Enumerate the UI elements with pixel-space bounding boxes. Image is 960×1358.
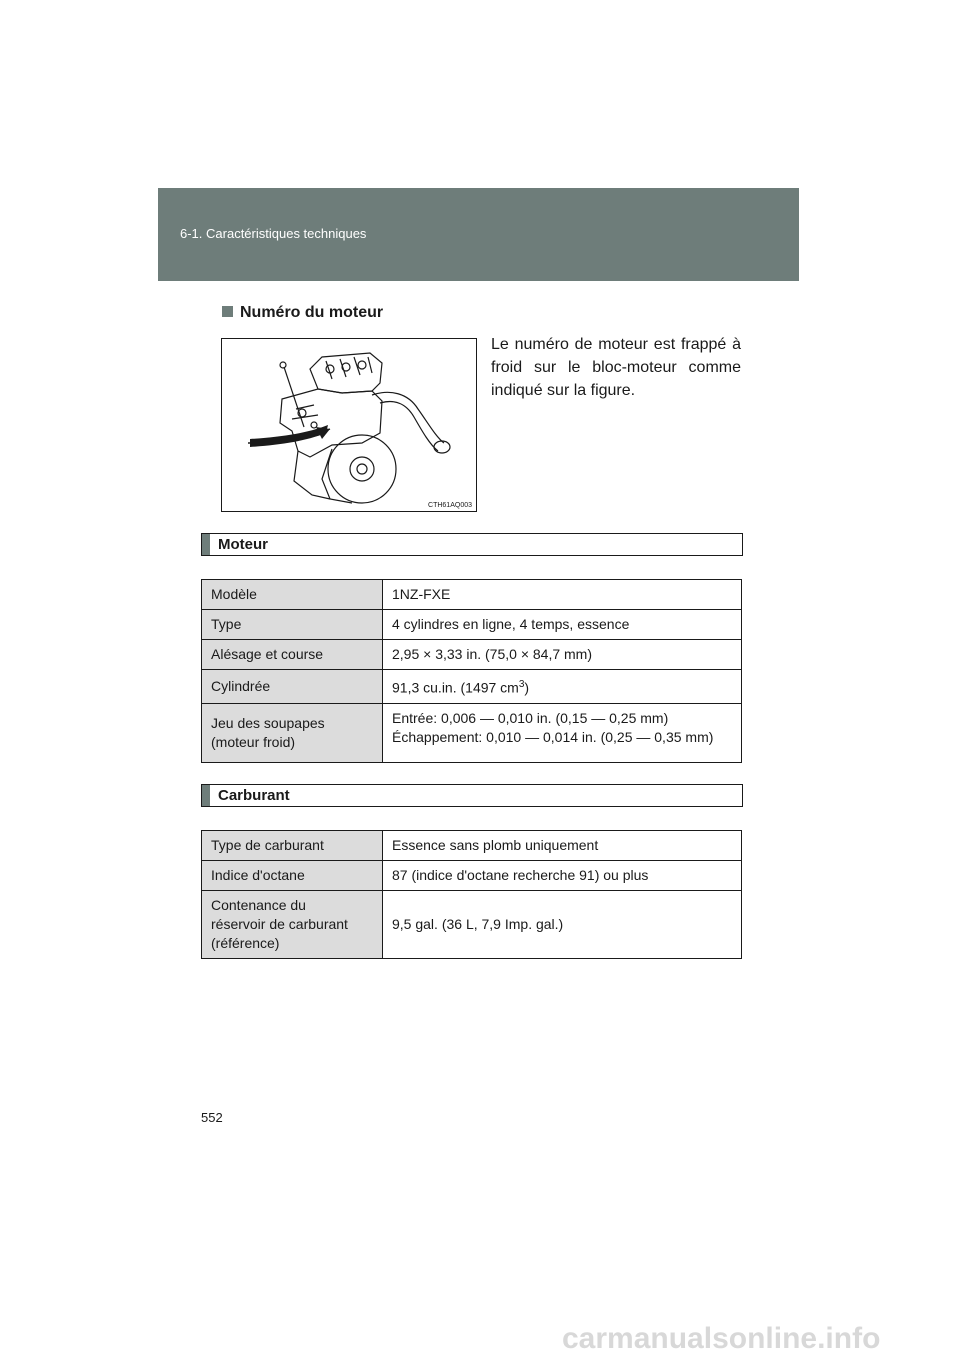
- spec-value: 9,5 gal. (36 L, 7,9 Imp. gal.): [383, 891, 742, 959]
- spec-label-line: (référence): [211, 935, 280, 951]
- spec-label: [202, 703, 383, 762]
- carburant-spec-table: [201, 830, 742, 959]
- spec-label: Type: [202, 610, 383, 640]
- table-row: [202, 640, 742, 670]
- engine-number-heading-text: Numéro du moteur: [240, 304, 384, 321]
- figure-code: CTH61AQ003: [428, 502, 472, 509]
- engine-number-heading: [222, 304, 383, 322]
- moteur-title: Moteur: [218, 536, 268, 553]
- displacement-value: 91,3 cu.in. (1497 cm: [392, 679, 519, 696]
- spec-label: Modèle: [202, 580, 383, 610]
- watermark: carmanualsonline.info: [562, 1322, 881, 1355]
- engine-number-description: Le numéro de moteur est frappé à froid sur le bloc-moteur comme indiqué sur la figure.: [491, 336, 741, 399]
- spec-label: Type de carburant: [202, 831, 383, 861]
- spec-label: Indice d'octane: [202, 861, 383, 891]
- spec-label-line: Jeu des soupapes: [211, 714, 325, 731]
- spec-label: [202, 891, 383, 959]
- spec-label: Alésage et course: [202, 640, 383, 670]
- table-row: [202, 861, 742, 891]
- spec-value: [383, 670, 742, 704]
- table-row: [202, 891, 742, 959]
- displacement-close: ): [524, 679, 530, 696]
- spec-label: Cylindrée: [202, 670, 383, 704]
- spec-value-line: Échappement: 0,010 — 0,014 in. (0,25 — 0,35 mm): [392, 728, 714, 745]
- section-stripe: [202, 785, 210, 806]
- table-row: [202, 580, 742, 610]
- spec-label-line: (moteur froid): [211, 733, 296, 750]
- carburant-section-header: [201, 784, 743, 807]
- section-title: 6-1. Caractéristiques techniques: [180, 226, 367, 241]
- spec-value: 2,95 × 3,33 in. (75,0 × 84,7 mm): [383, 640, 742, 670]
- spec-label-line: Contenance du: [211, 897, 306, 913]
- moteur-spec-table: [201, 579, 742, 763]
- spec-value: 1NZ-FXE: [383, 580, 742, 610]
- carburant-title: Carburant: [218, 787, 290, 804]
- spec-value-line: Entrée: 0,006 — 0,010 in. (0,15 — 0,25 mm): [392, 709, 669, 726]
- superscript-3: 3: [518, 679, 525, 690]
- spec-value: 4 cylindres en ligne, 4 temps, essence: [383, 610, 742, 640]
- section-stripe: [202, 534, 210, 555]
- table-row: [202, 670, 742, 704]
- engine-illustration: [222, 339, 476, 511]
- engine-figure: [221, 338, 477, 512]
- spec-value: 87 (indice d'octane recherche 91) ou plus: [383, 861, 742, 891]
- spec-value: [383, 703, 742, 762]
- spec-label-line: réservoir de carburant: [211, 916, 348, 932]
- spec-value: Essence sans plomb uniquement: [383, 831, 742, 861]
- table-row: [202, 610, 742, 640]
- table-row: [202, 703, 742, 762]
- bullet-square-icon: [222, 306, 233, 317]
- table-row: [202, 831, 742, 861]
- page-number: 552: [201, 1110, 223, 1125]
- header-bar: [158, 188, 799, 281]
- moteur-section-header: [201, 533, 743, 556]
